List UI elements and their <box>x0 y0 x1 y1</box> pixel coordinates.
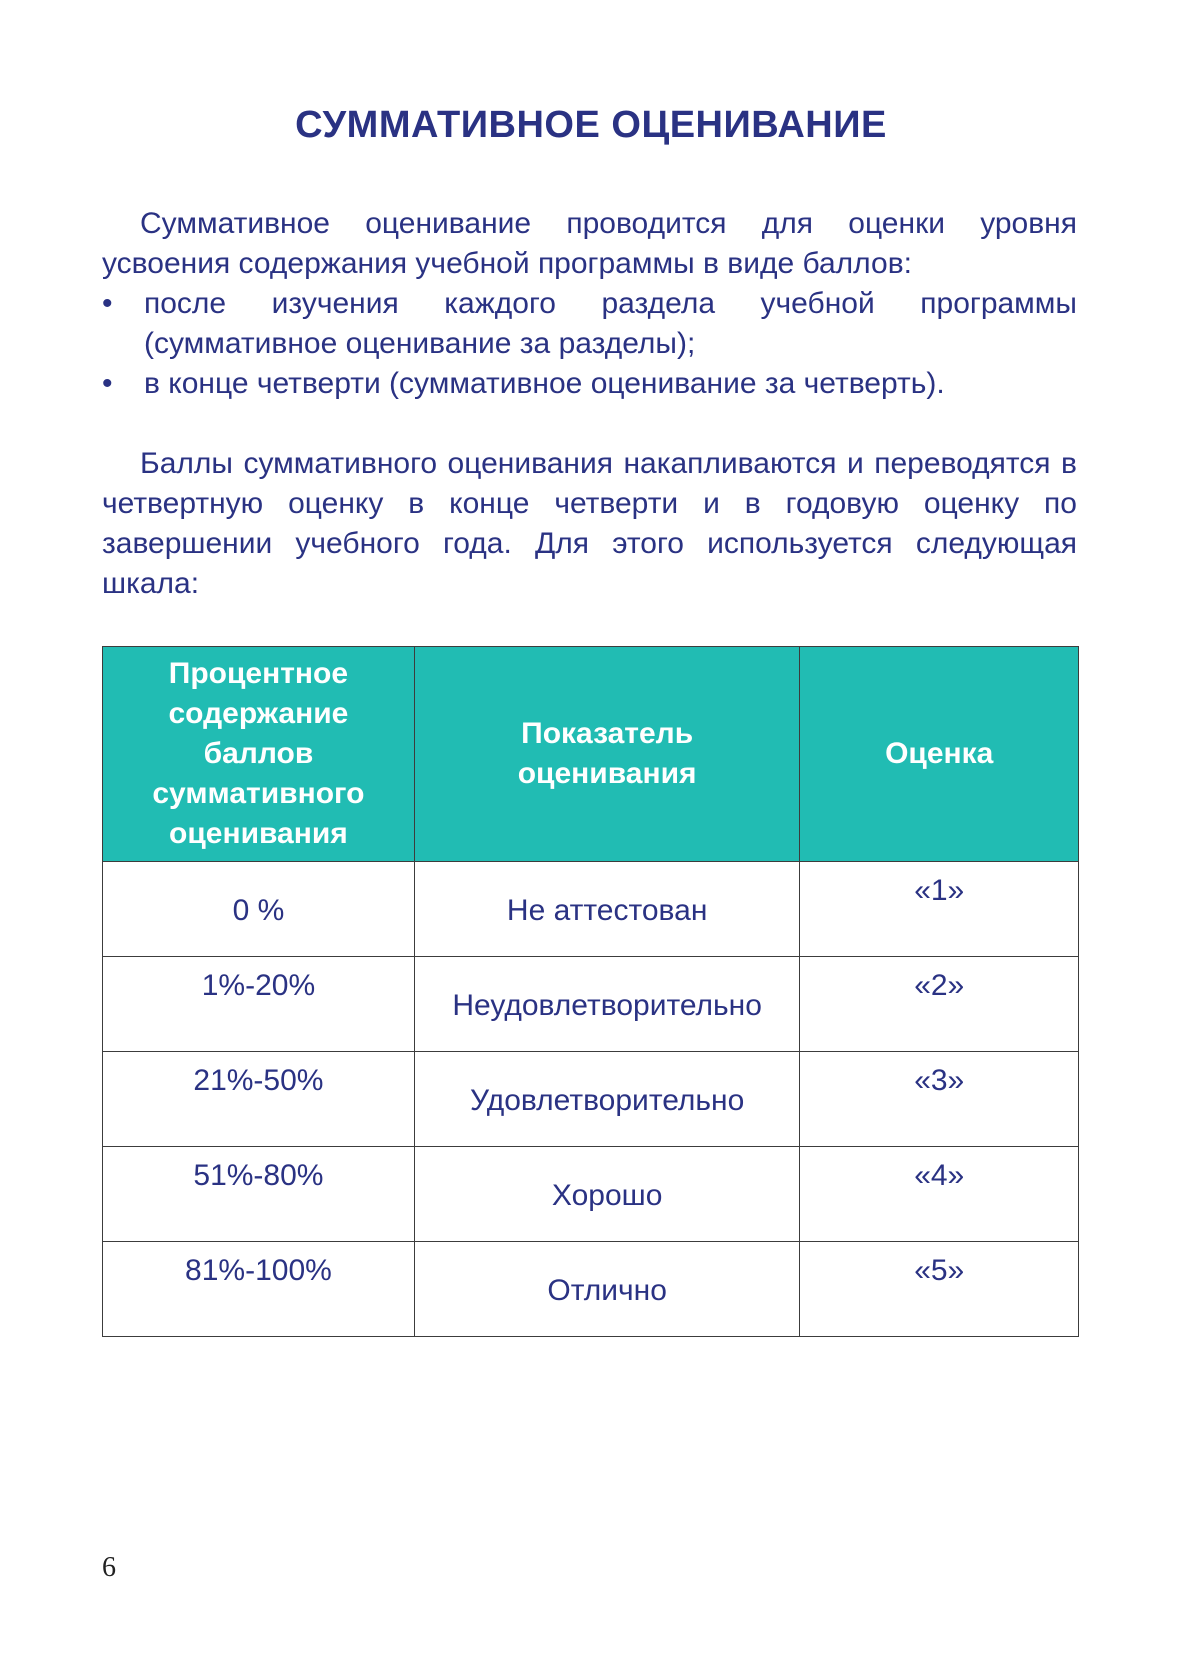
bullet-text: в конце четверти (суммативное оценивание за четверть). <box>144 367 945 400</box>
cell-grade-text: «1» <box>914 874 965 907</box>
cell-indicator <box>414 862 800 957</box>
bullet-icon: • <box>102 367 113 400</box>
cell-indicator <box>414 1242 800 1337</box>
cell-grade <box>800 957 1079 1052</box>
cell-indicator-text: Хорошо <box>551 1179 663 1212</box>
cell-percent <box>103 1242 415 1337</box>
cell-grade <box>800 1052 1079 1147</box>
cell-indicator-text: Отлично <box>547 1274 667 1307</box>
cell-percent-text: 0 % <box>232 894 285 927</box>
cell-grade-text: «2» <box>914 969 965 1002</box>
cell-grade-text: «3» <box>914 1064 965 1097</box>
cell-percent <box>103 957 415 1052</box>
scale-text: Баллы суммативного оценивания накапливаются и переводятся в четвертную оценку в конце четверти и в годовую оценку по завершении учебного года. Для этого используется следующая шкала: <box>102 447 1077 600</box>
cell-grade-text: «5» <box>914 1254 965 1287</box>
cell-percent <box>103 1147 415 1242</box>
bullet-item <box>102 364 1077 404</box>
grading-scale-table <box>102 646 1079 1337</box>
header-indicator-text: Показатель оценивания <box>517 717 697 790</box>
cell-indicator <box>414 957 800 1052</box>
bullet-icon: • <box>102 287 113 320</box>
header-percent-text: Процентное содержание баллов суммативного оценивания <box>152 657 365 850</box>
cell-indicator <box>414 1147 800 1242</box>
header-grade <box>800 647 1079 862</box>
page-number: 6 <box>102 1552 116 1583</box>
table-header-row <box>103 647 1079 862</box>
bullet-item <box>102 284 1077 364</box>
bullet-text: после изучения каждого раздела учебной программы (суммативное оценивание за разделы); <box>144 287 1077 360</box>
table-row <box>103 957 1079 1052</box>
cell-grade <box>800 1147 1079 1242</box>
bullet-list <box>102 284 1077 404</box>
cell-grade-text: «4» <box>914 1159 965 1192</box>
table-row <box>103 862 1079 957</box>
cell-indicator-text: Удовлетворительно <box>470 1084 745 1117</box>
cell-grade <box>800 862 1079 957</box>
cell-grade <box>800 1242 1079 1337</box>
table-row <box>103 1242 1079 1337</box>
page-title: СУММАТИВНОЕ ОЦЕНИВАНИЕ <box>295 104 887 146</box>
cell-indicator-text: Неудовлетворительно <box>452 989 762 1022</box>
scale-paragraph <box>102 444 1077 604</box>
cell-percent-text: 1%-20% <box>201 969 316 1002</box>
cell-indicator-text: Не аттестован <box>506 894 708 927</box>
cell-percent <box>103 1052 415 1147</box>
cell-percent-text: 21%-50% <box>193 1064 324 1097</box>
table-row <box>103 1052 1079 1147</box>
cell-percent-text: 51%-80% <box>193 1159 324 1192</box>
header-percent <box>103 647 415 862</box>
intro-paragraph <box>102 204 1077 284</box>
cell-percent-text: 81%-100% <box>185 1254 332 1287</box>
header-grade-text: Оценка <box>885 737 994 770</box>
cell-indicator <box>414 1052 800 1147</box>
table-row <box>103 1147 1079 1242</box>
intro-text: Суммативное оценивание проводится для оценки уровня усвоения содержания учебной программы в виде баллов: <box>102 207 1077 280</box>
header-indicator <box>414 647 800 862</box>
cell-percent <box>103 862 415 957</box>
